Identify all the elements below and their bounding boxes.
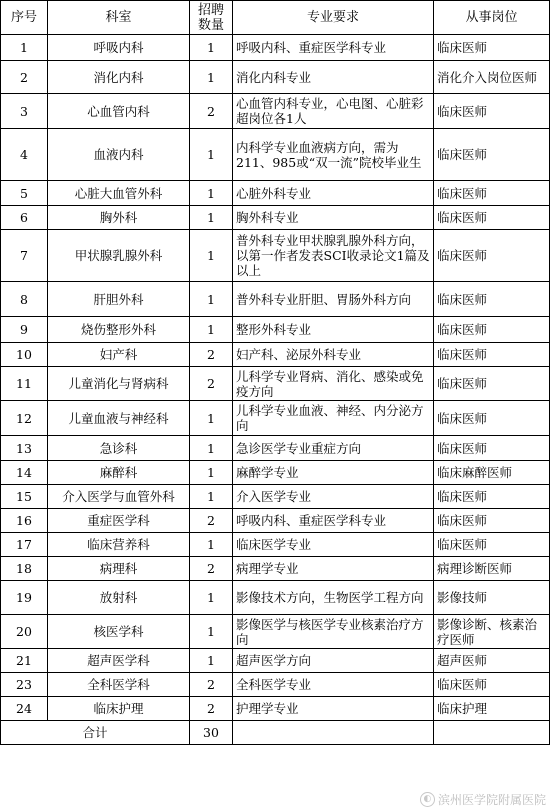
cell-dept: 病理科 [48,557,190,581]
table-row [1,557,550,581]
cell-dept: 放射科 [48,581,190,615]
cell-no: 5 [1,181,48,206]
cell-count: 1 [190,436,233,461]
cell-major: 病理学专业 [233,557,434,581]
cell-count: 2 [190,94,233,129]
header-post: 从事岗位 [434,1,550,35]
cell-count: 1 [190,317,233,343]
table-row [1,461,550,485]
cell-post: 病理诊断医师 [434,557,550,581]
cell-dept: 介入医学与血管外科 [48,485,190,509]
cell-major: 普外科专业甲状腺乳腺外科方向，以第一作者发表SCI收录论文1篇及以上 [233,230,434,282]
table-row [1,533,550,557]
watermark [420,791,546,808]
cell-post: 临床医师 [434,509,550,533]
cell-major: 呼吸内科、重症医学科专业 [233,35,434,61]
table-row [1,206,550,230]
header-no: 序号 [1,1,48,35]
header-count [190,1,233,35]
table-row [1,35,550,61]
cell-dept: 核医学科 [48,615,190,649]
cell-count: 1 [190,129,233,181]
cell-count: 1 [190,533,233,557]
cell-count: 2 [190,509,233,533]
cell-dept: 超声医学科 [48,649,190,673]
table-row [1,485,550,509]
total-empty-major [233,721,434,745]
table-row [1,94,550,129]
wechat-icon: ◐ [420,792,435,807]
cell-no: 16 [1,509,48,533]
cell-post: 临床医师 [434,436,550,461]
cell-post: 影像技师 [434,581,550,615]
cell-post: 临床医师 [434,485,550,509]
cell-no: 13 [1,436,48,461]
table-body [1,35,550,721]
cell-no: 24 [1,697,48,721]
cell-post: 超声医师 [434,649,550,673]
table-row [1,282,550,317]
cell-no: 19 [1,581,48,615]
cell-count: 2 [190,343,233,367]
total-empty-post [434,721,550,745]
cell-post: 临床医师 [434,230,550,282]
table-row [1,697,550,721]
table-row [1,230,550,282]
cell-dept: 心血管内科 [48,94,190,129]
cell-major: 影像医学与核医学专业核素治疗方向 [233,615,434,649]
cell-no: 17 [1,533,48,557]
cell-major: 儿科学专业血液、神经、内分泌方向 [233,401,434,436]
cell-post: 临床医师 [434,181,550,206]
cell-no: 7 [1,230,48,282]
table-row [1,401,550,436]
cell-post: 临床医师 [434,401,550,436]
cell-post: 临床医师 [434,94,550,129]
cell-count: 1 [190,206,233,230]
header-major: 专业要求 [233,1,434,35]
cell-no: 6 [1,206,48,230]
table-row [1,615,550,649]
header-row [1,1,550,35]
cell-major: 内科学专业血液病方向，需为211、985或“双一流”院校毕业生 [233,129,434,181]
table-row [1,181,550,206]
cell-no: 4 [1,129,48,181]
cell-dept: 麻醉科 [48,461,190,485]
cell-major: 急诊医学专业重症方向 [233,436,434,461]
cell-major: 超声医学方向 [233,649,434,673]
cell-dept: 儿童消化与肾病科 [48,367,190,401]
cell-no: 2 [1,61,48,94]
cell-major: 普外科专业肝胆、胃肠外科方向 [233,282,434,317]
cell-dept: 血液内科 [48,129,190,181]
cell-count: 2 [190,557,233,581]
cell-count: 2 [190,367,233,401]
table-row [1,581,550,615]
cell-dept: 全科医学科 [48,673,190,697]
header-count-line2: 数量 [197,17,224,33]
total-count: 30 [190,721,233,745]
cell-major: 心脏外科专业 [233,181,434,206]
cell-no: 8 [1,282,48,317]
cell-dept: 妇产科 [48,343,190,367]
cell-dept: 重症医学科 [48,509,190,533]
cell-count: 1 [190,282,233,317]
table-row [1,61,550,94]
cell-post: 临床医师 [434,673,550,697]
cell-count: 1 [190,581,233,615]
cell-count: 1 [190,615,233,649]
cell-count: 1 [190,61,233,94]
cell-dept: 临床营养科 [48,533,190,557]
cell-no: 21 [1,649,48,673]
cell-dept: 甲状腺乳腺外科 [48,230,190,282]
cell-post: 临床医师 [434,343,550,367]
header-count-line1: 招聘 [197,2,224,18]
cell-post: 临床医师 [434,206,550,230]
table-row [1,129,550,181]
cell-major: 全科医学专业 [233,673,434,697]
cell-major: 呼吸内科、重症医学科专业 [233,509,434,533]
table-row [1,343,550,367]
cell-count: 1 [190,649,233,673]
cell-no: 11 [1,367,48,401]
table-row [1,649,550,673]
cell-no: 20 [1,615,48,649]
cell-major: 儿科学专业肾病、消化、感染或免疫方向 [233,367,434,401]
cell-major: 介入医学专业 [233,485,434,509]
cell-post: 影像诊断、核素治疗医师 [434,615,550,649]
cell-major: 影像技术方向，生物医学工程方向 [233,581,434,615]
cell-no: 3 [1,94,48,129]
cell-no: 1 [1,35,48,61]
table-row [1,509,550,533]
cell-dept: 儿童血液与神经科 [48,401,190,436]
cell-post: 临床麻醉医师 [434,461,550,485]
cell-post: 消化介入岗位医师 [434,61,550,94]
cell-dept: 急诊科 [48,436,190,461]
watermark-text: 滨州医学院附属医院 [437,793,546,807]
cell-dept: 呼吸内科 [48,35,190,61]
cell-post: 临床医师 [434,367,550,401]
cell-count: 1 [190,35,233,61]
cell-major: 妇产科、泌尿外科专业 [233,343,434,367]
cell-post: 临床医师 [434,129,550,181]
cell-major: 麻醉学专业 [233,461,434,485]
cell-count: 2 [190,697,233,721]
cell-count: 1 [190,485,233,509]
cell-dept: 临床护理 [48,697,190,721]
cell-post: 临床医师 [434,317,550,343]
cell-dept: 心脏大血管外科 [48,181,190,206]
cell-no: 12 [1,401,48,436]
cell-count: 1 [190,230,233,282]
cell-no: 10 [1,343,48,367]
cell-major: 护理学专业 [233,697,434,721]
cell-count: 1 [190,181,233,206]
cell-major: 临床医学专业 [233,533,434,557]
total-label: 合计 [1,721,190,745]
total-row [1,721,550,745]
table-row [1,317,550,343]
cell-post: 临床护理 [434,697,550,721]
cell-major: 消化内科专业 [233,61,434,94]
cell-no: 23 [1,673,48,697]
cell-count: 2 [190,673,233,697]
cell-no: 18 [1,557,48,581]
cell-major: 心血管内科专业，心电图、心脏彩超岗位各1人 [233,94,434,129]
cell-dept: 烧伤整形外科 [48,317,190,343]
cell-no: 9 [1,317,48,343]
cell-no: 15 [1,485,48,509]
cell-post: 临床医师 [434,282,550,317]
cell-dept: 肝胆外科 [48,282,190,317]
cell-dept: 胸外科 [48,206,190,230]
cell-no: 14 [1,461,48,485]
cell-post: 临床医师 [434,533,550,557]
cell-major: 胸外科专业 [233,206,434,230]
cell-dept: 消化内科 [48,61,190,94]
cell-count: 1 [190,461,233,485]
table-row [1,436,550,461]
cell-major: 整形外科专业 [233,317,434,343]
header-dept: 科室 [48,1,190,35]
table-row [1,673,550,697]
cell-post: 临床医师 [434,35,550,61]
table-row [1,367,550,401]
cell-count: 1 [190,401,233,436]
